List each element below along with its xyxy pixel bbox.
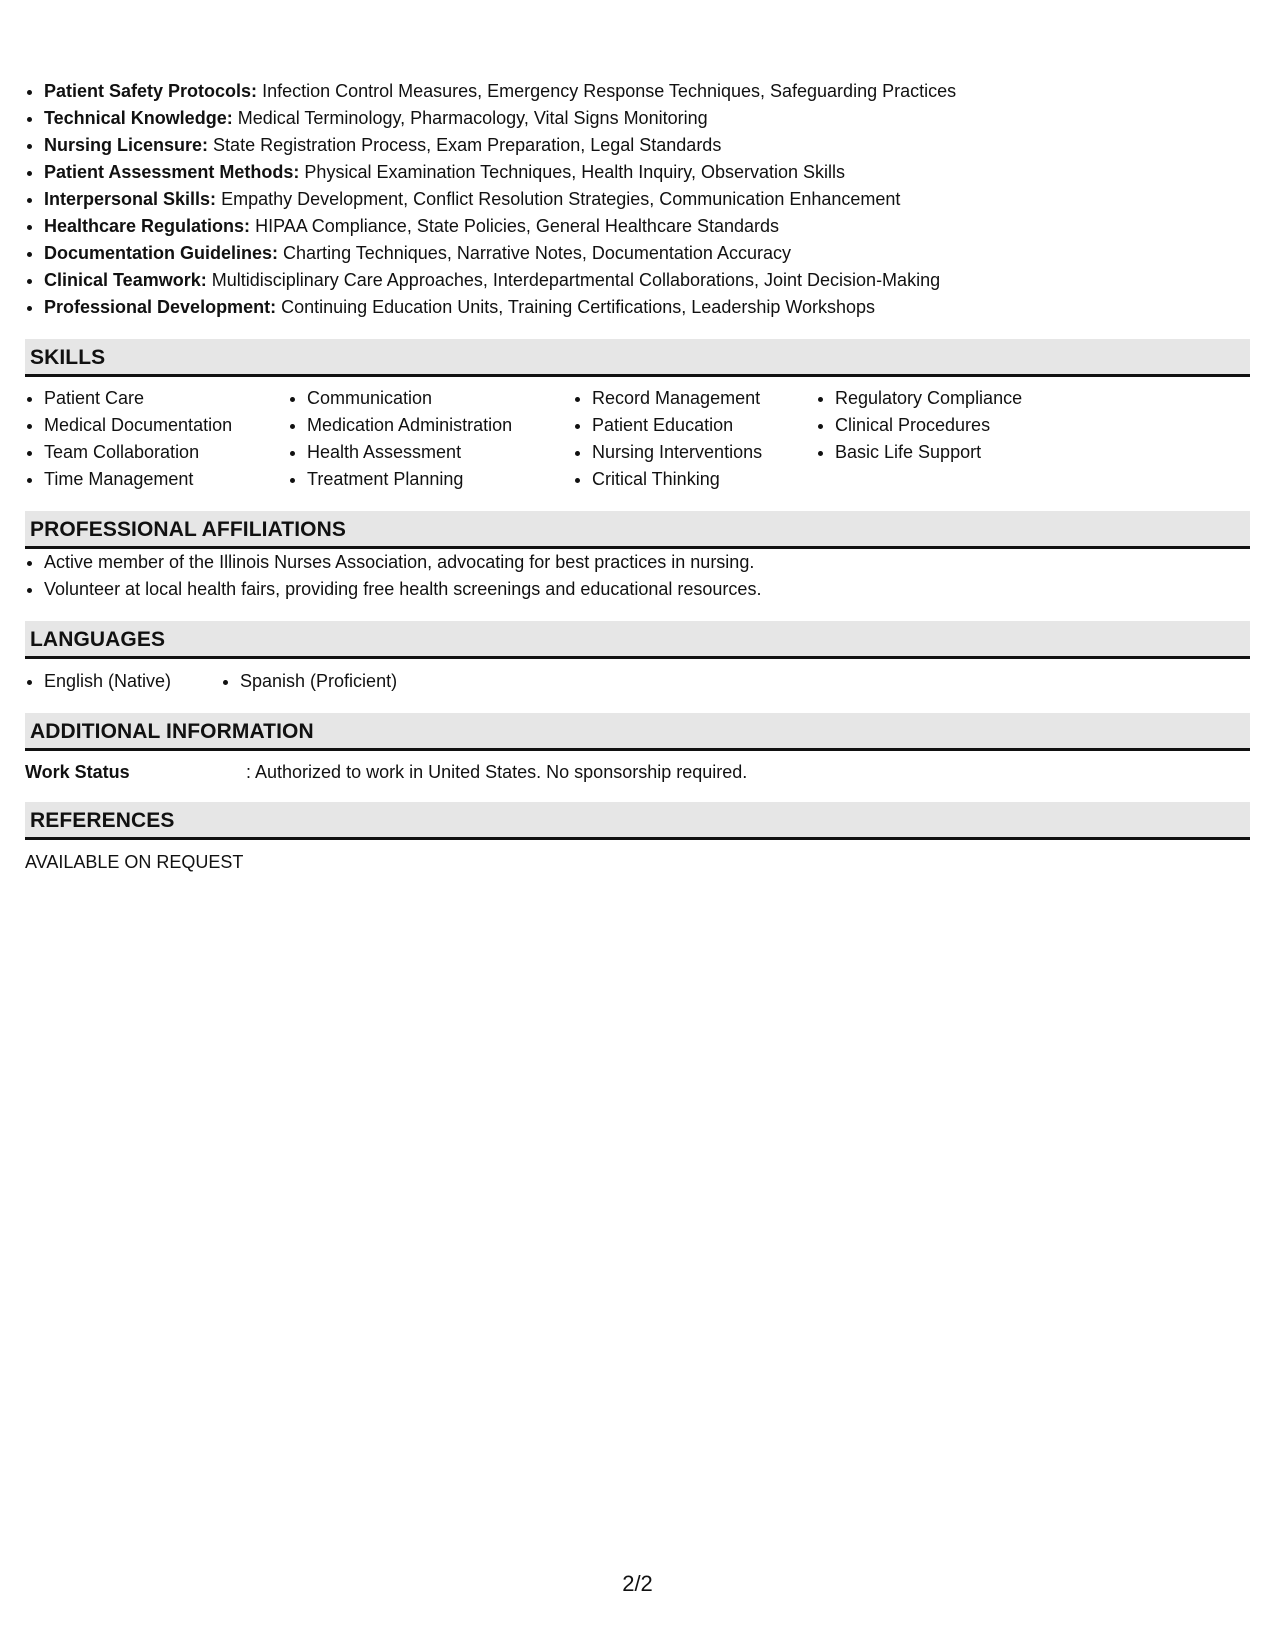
list-item [44,132,1250,159]
skill-item: • Basic Life Support [835,439,1095,466]
skills-column [25,385,288,493]
topic-label: Patient Safety Protocols: [44,81,258,101]
languages-section-header: LANGUAGES [25,621,1250,659]
skill-item: • Medical Documentation [44,412,288,439]
work-status-row [25,760,1250,784]
page-number: 2/2 [622,1571,653,1596]
topic-label: Documentation Guidelines: [44,243,279,263]
topic-label: Interpersonal Skills: [44,189,217,209]
work-status-value: : Authorized to work in United States. No sponsorship required. [246,762,748,782]
list-item [44,294,1250,321]
work-status-label: Work Status [25,762,130,782]
languages-column [25,668,221,695]
skill-item: • Clinical Procedures [835,412,1095,439]
language-item: • Spanish (Proficient) [240,668,397,695]
references-text: AVAILABLE ON REQUEST [25,852,244,872]
topic-label: Healthcare Regulations: [44,216,251,236]
skill-item: • Regulatory Compliance [835,385,1095,412]
affiliations-section-header: PROFESSIONAL AFFILIATIONS [25,511,1250,549]
resume-page [25,78,1250,874]
skill-item: • Team Collaboration [44,439,288,466]
topic-text: HIPAA Compliance, State Policies, General Healthcare Standards [255,216,780,236]
topic-text: Continuing Education Units, Training Certifications, Leadership Workshops [281,297,876,317]
topic-label: Professional Development: [44,297,277,317]
topic-text: Infection Control Measures, Emergency Response Techniques, Safeguarding Practices [262,81,957,101]
list-item [44,78,1250,105]
skills-column [288,385,573,493]
skill-item: • Medication Administration [307,412,573,439]
list-item [44,267,1250,294]
languages-column [221,668,397,695]
skill-item: • Health Assessment [307,439,573,466]
topic-label: Clinical Teamwork: [44,270,207,290]
skills-column [573,385,816,493]
list-item [44,105,1250,132]
list-item [44,159,1250,186]
skill-item: • Patient Education [592,412,816,439]
skill-item: • Critical Thinking [592,466,816,493]
additional-section-header: ADDITIONAL INFORMATION [25,713,1250,751]
topic-text: Physical Examination Techniques, Health Inquiry, Observation Skills [304,162,846,182]
topic-label: Nursing Licensure: [44,135,209,155]
list-item: • Volunteer at local health fairs, providing free health screenings and educational resources. [44,576,1250,603]
topic-text: Multidisciplinary Care Approaches, Interdepartmental Collaborations, Joint Decision-Making [211,270,941,290]
topic-label: Technical Knowledge: [44,108,233,128]
topics-list [25,78,1250,321]
skill-item: • Communication [307,385,573,412]
skills-section-header: SKILLS [25,339,1250,377]
skill-item: • Nursing Interventions [592,439,816,466]
topic-text: State Registration Process, Exam Preparation, Legal Standards [213,135,722,155]
skill-item: • Patient Care [44,385,288,412]
skills-column [816,385,1095,493]
language-item: • English (Native) [44,668,221,695]
topic-text: Charting Techniques, Narrative Notes, Documentation Accuracy [283,243,791,263]
skills-grid [25,385,1250,493]
topic-text: Medical Terminology, Pharmacology, Vital Signs Monitoring [237,108,708,128]
languages-row [25,668,1250,695]
list-item [44,240,1250,267]
skill-item: • Time Management [44,466,288,493]
skill-item: • Record Management [592,385,816,412]
list-item [44,213,1250,240]
topic-label: Patient Assessment Methods: [44,162,300,182]
topic-text: Empathy Development, Conflict Resolution Strategies, Communication Enhancement [221,189,901,209]
references-section-header: REFERENCES [25,802,1250,840]
list-item: • Active member of the Illinois Nurses Association, advocating for best practices in nursing. [44,549,1250,576]
skill-item: • Treatment Planning [307,466,573,493]
list-item [44,186,1250,213]
affiliations-list [25,549,1250,603]
